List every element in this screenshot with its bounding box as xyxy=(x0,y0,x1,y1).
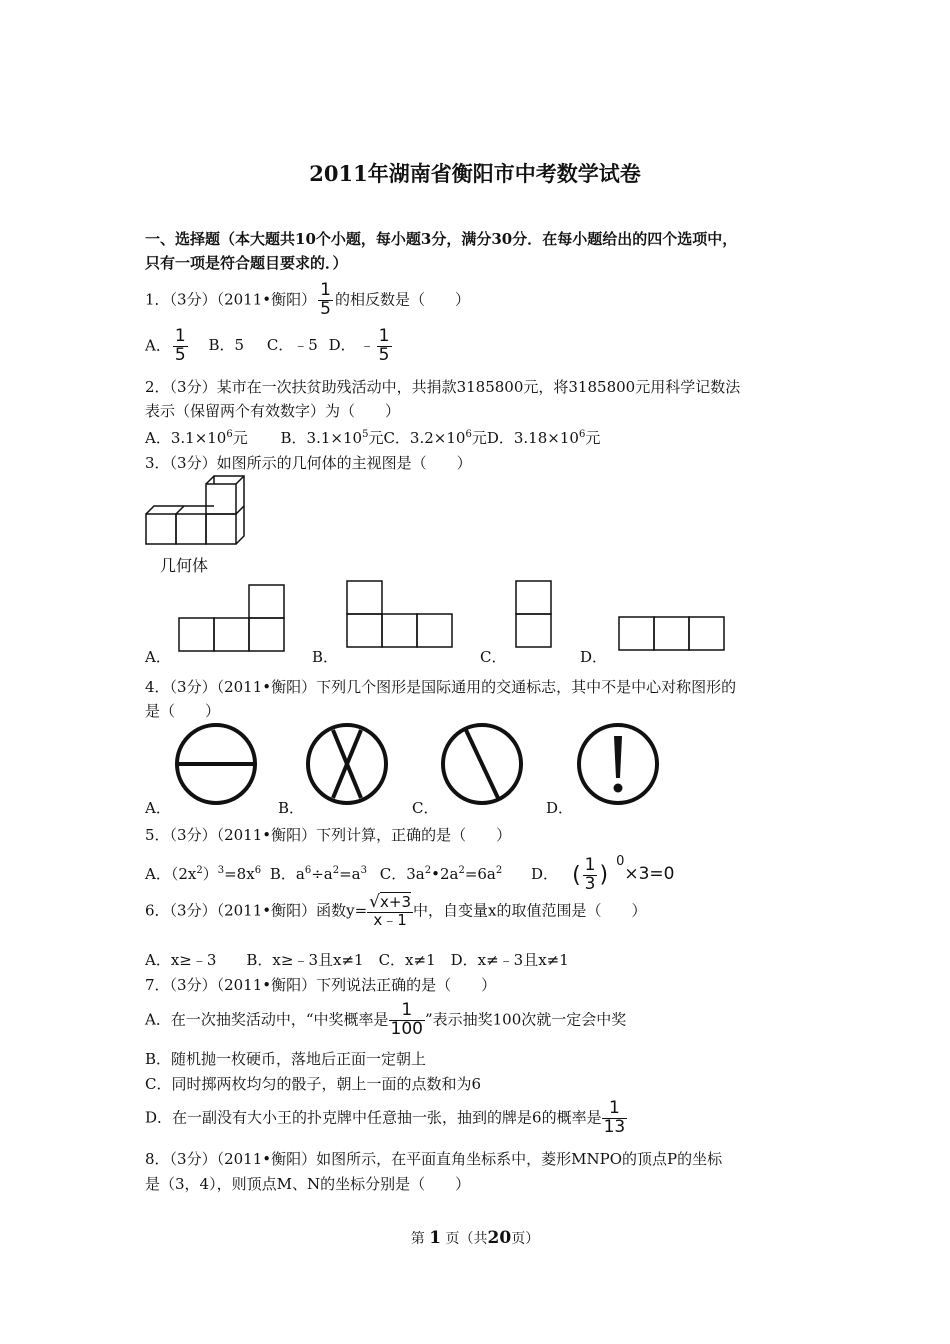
question-2-line2: 表示（保留两个有效数字）为（ ） xyxy=(145,402,401,420)
q1-option-b: B．5 xyxy=(208,336,245,355)
q5-option-b-exp3: 3 xyxy=(360,865,367,876)
q3-option-a-figure xyxy=(178,583,286,653)
q2-option-d-exponent: 6 xyxy=(578,429,586,440)
q3-option-a-label: A． xyxy=(145,648,171,666)
question-6-options: A．x≥﹣3 B．x≥﹣3且x≠1 C．x≠1 D．x≠﹣3且x≠1 xyxy=(145,951,569,969)
q1-fraction xyxy=(318,282,333,319)
q2-option-d: D．3.18×10 xyxy=(486,429,579,447)
footer-suffix: 页） xyxy=(511,1231,540,1247)
q5-option-a-exp3: 6 xyxy=(254,865,262,876)
q5-option-d-numerator: 1 xyxy=(584,854,596,875)
q4-sign-d-figure xyxy=(576,722,660,806)
q5-option-a-end: =8x xyxy=(224,865,255,883)
q3-option-c-label: C． xyxy=(480,648,507,666)
q4-option-d-label: D． xyxy=(546,799,574,817)
q4-sign-a-figure xyxy=(174,722,258,806)
q1-option-a-denominator: 5 xyxy=(174,344,186,365)
q4-option-b-label: B． xyxy=(278,799,305,817)
q1-option-a-label: A． xyxy=(145,336,171,355)
q1-option-a-fraction xyxy=(173,328,188,365)
q7-option-c: C．同时掷两枚均匀的骰子，朝上一面的点数和为6 xyxy=(145,1075,482,1093)
q5-option-b-end: =a xyxy=(339,865,361,883)
q2-option-c-exponent: 6 xyxy=(465,429,472,440)
q5-option-b-exp2: 2 xyxy=(332,865,340,876)
q1-option-d-sign: ﹣ xyxy=(359,336,375,355)
q2-option-b-exponent: 5 xyxy=(362,429,369,440)
q1-option-d-numerator: 1 xyxy=(378,326,390,346)
q7-option-a-fraction xyxy=(389,1002,425,1039)
q2-option-b-unit: 元 xyxy=(368,429,384,447)
q3-solid-figure xyxy=(144,474,254,550)
q7-option-a-numerator: 1 xyxy=(389,1002,425,1021)
q5-option-c: C．3a xyxy=(379,865,425,883)
q1-option-d-denominator: 5 xyxy=(378,344,390,365)
q5-option-d-exponent: 0 xyxy=(616,854,625,869)
q1-option-a-numerator: 1 xyxy=(174,326,186,346)
q5-option-d: D． xyxy=(531,865,559,883)
q2-option-a: A．3.1×10 xyxy=(145,429,227,447)
q5-option-b-mid: ÷a xyxy=(311,865,333,883)
q5-option-d-fraction xyxy=(583,854,598,894)
q7-option-a-suffix: ”表示抽奖100次就一定会中奖 xyxy=(424,1010,627,1029)
question-6-stem xyxy=(145,894,646,929)
section-heading-line1: 一、选择题（本大题共10个小题，每小题3分，满分30分．在每小题给出的四个选项中， xyxy=(145,230,738,248)
q6-radicand: x+3 xyxy=(380,893,411,911)
q1-prefix: 1．（3分）（2011•衡阳） xyxy=(145,290,317,309)
q7-option-b: B．随机抛一枚硬币，落地后正面一定朝上 xyxy=(145,1050,427,1068)
q2-option-c-unit: 元 xyxy=(471,429,487,447)
question-5-options xyxy=(145,854,674,893)
question-8-line2: 是（3，4），则顶点M、N的坐标分别是（ ） xyxy=(145,1175,471,1193)
q4-sign-b-figure xyxy=(305,722,389,806)
q3-option-c-figure xyxy=(514,578,554,650)
q5-option-b-exp1: 6 xyxy=(304,865,312,876)
q6-suffix: 中，自变量x的取值范围是（ ） xyxy=(413,901,647,920)
question-2-line1: 2．（3分）某市在一次扶贫助残活动中，共捐款3185800元，将3185800元用科学记数法 xyxy=(145,378,741,396)
q3-option-d-figure xyxy=(618,614,728,654)
footer-prefix: 第 xyxy=(410,1231,425,1247)
q1-option-d-fraction xyxy=(377,328,392,365)
footer-total-pages: 20 xyxy=(487,1228,512,1248)
q7-option-d-numerator: 1 xyxy=(602,1100,628,1119)
q7-option-d-denominator: 13 xyxy=(603,1116,626,1137)
q2-option-c: C．3.2×10 xyxy=(383,429,466,447)
q6-function-fraction xyxy=(367,894,413,929)
question-4-line2: 是（ ） xyxy=(145,702,221,720)
question-4-line1: 4．（3分）（2011•衡阳）下列几个图形是国际通用的交通标志，其中不是中心对称图形的 xyxy=(145,678,737,696)
question-3-stem: 3．（3分）如图所示的几何体的主视图是（ ） xyxy=(145,454,472,472)
q5-option-c-exp2: 2 xyxy=(458,865,465,876)
q6-denominator: x﹣1 xyxy=(373,910,407,929)
q5-option-c-end: =6a xyxy=(464,865,496,883)
q4-option-a-label: A． xyxy=(145,799,171,817)
q1-fraction-denominator: 5 xyxy=(320,298,331,319)
q7-option-d-fraction xyxy=(602,1100,628,1137)
q2-option-b: B．3.1×10 xyxy=(280,429,363,447)
q1-fraction-numerator: 1 xyxy=(320,280,331,300)
question-1-options xyxy=(145,328,394,365)
q3-option-b-label: B． xyxy=(312,648,339,666)
q7-option-d-prefix: D．在一副没有大小王的扑克牌中任意抽一张，抽到的牌是6的概率是 xyxy=(145,1108,602,1127)
q7-option-a xyxy=(145,1002,626,1039)
q1-option-d-label: D． xyxy=(328,336,356,355)
q4-sign-c-figure xyxy=(440,722,524,806)
q5-option-d-rparen: ) xyxy=(599,862,609,888)
q2-option-d-unit: 元 xyxy=(585,429,601,447)
q3-solid-caption: 几何体 xyxy=(160,556,209,575)
q3-option-d-label: D． xyxy=(580,648,608,666)
q5-option-a-exp2: 3 xyxy=(217,865,225,876)
question-5-stem: 5．（3分）（2011•衡阳）下列计算，正确的是（ ） xyxy=(145,826,512,844)
q7-option-a-prefix: A．在一次抽奖活动中，“中奖概率是 xyxy=(145,1010,389,1029)
q5-option-c-exp1: 2 xyxy=(424,865,432,876)
q5-option-d-denominator: 3 xyxy=(584,873,596,894)
footer-page-number: 1 xyxy=(429,1228,442,1248)
question-8-line1: 8．（3分）（2011•衡阳）如图所示，在平面直角坐标系中，菱形MNPO的顶点P的坐标 xyxy=(145,1150,723,1168)
q5-option-c-mid: •2a xyxy=(431,865,459,883)
section-heading-line2: 只有一项是符合题目要求的．） xyxy=(145,254,348,272)
footer-middle: 页（共 xyxy=(445,1231,488,1247)
q3-option-b-figure xyxy=(346,578,456,650)
page-title: 2011年湖南省衡阳市中考数学试卷 xyxy=(309,161,641,186)
q5-option-b: B．a xyxy=(269,865,305,883)
q7-option-d xyxy=(145,1100,627,1137)
q6-sqrt-symbol: √ xyxy=(369,892,380,912)
question-7-stem: 7．（3分）（2011•衡阳）下列说法正确的是（ ） xyxy=(145,976,497,994)
question-2-options xyxy=(145,427,600,448)
q4-option-c-label: C． xyxy=(412,799,439,817)
q1-option-c: C．﹣5 xyxy=(266,336,318,355)
q5-option-a-mid: ） xyxy=(202,865,218,883)
q5-option-a-exp1: 2 xyxy=(196,865,203,876)
q2-option-a-exponent: 6 xyxy=(226,429,233,440)
question-1-stem xyxy=(145,282,470,319)
q6-prefix: 6．（3分）（2011•衡阳）函数y= xyxy=(145,901,368,920)
q7-option-a-denominator: 100 xyxy=(390,1018,423,1039)
q5-option-d-lparen: ( xyxy=(572,862,581,888)
q5-option-d-tail: ×3=0 xyxy=(624,864,675,884)
q5-option-c-exp3: 2 xyxy=(495,865,503,876)
q5-option-a: A．（2x xyxy=(145,865,197,883)
page-footer xyxy=(0,1228,950,1248)
q1-suffix: 的相反数是（ ） xyxy=(334,290,470,309)
q2-option-a-unit: 元 xyxy=(232,429,248,447)
